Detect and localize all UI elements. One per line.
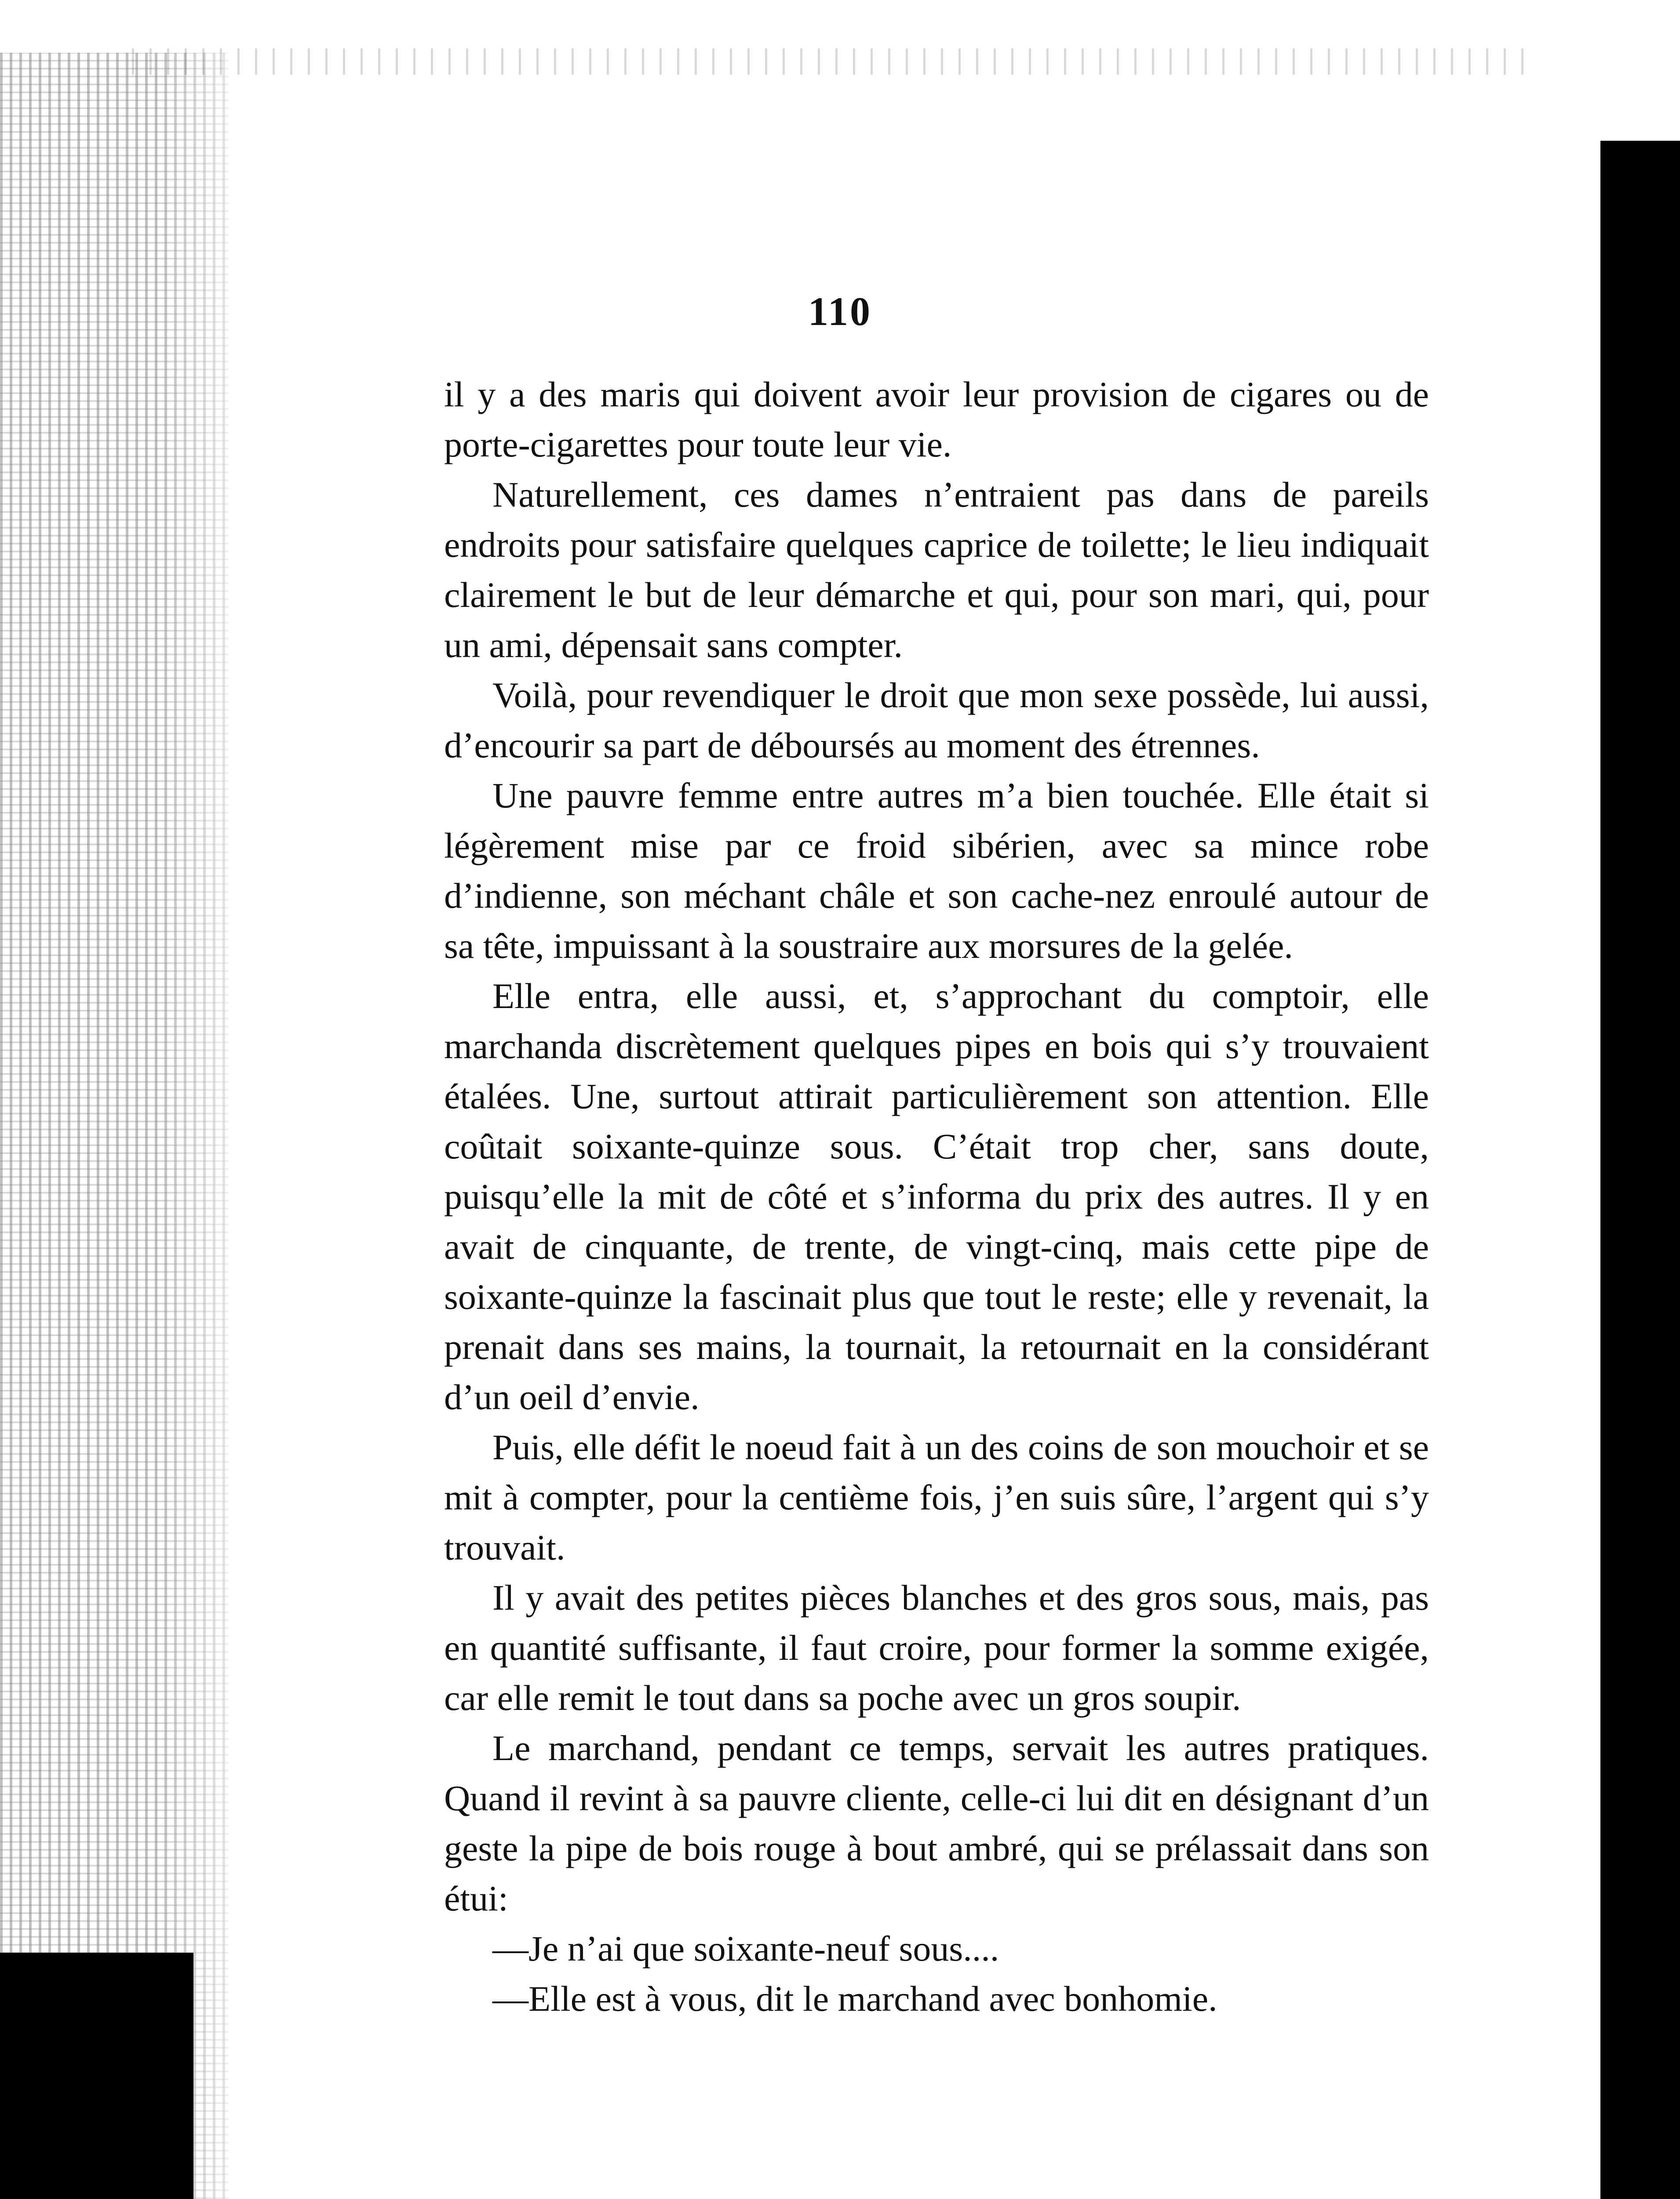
paragraph: Elle entra, elle aussi, et, s’approchant du comptoir, elle marchanda discrètement quelques pipes en bois qui s’y trouvaient étalées. Une, surtout attirait particulièrement son attention. Elle coûtait soixante-quinze sous. C’était trop cher, sans doute, puisqu’elle la mit de côté et s’informa du prix des autres. Il y en avait de cinquante, de trente, de vingt-cinq, mais cette pipe de soixante-quinze la fascinait plus que tout le reste; elle y revenait, la prenait dans ses mains, la tournait, la retournait en la considérant d’un oeil d’envie. [444, 976, 1429, 1417]
paragraph: il y a des maris qui doivent avoir leur provision de cigares ou de porte-cigarettes pour toute leur vie. [444, 374, 1429, 464]
scan-edge-right [1600, 141, 1680, 2199]
paragraph: Une pauvre femme entre autres m’a bien touchée. Elle était si légèrement mise par ce froid sibérien, avec sa mince robe d’indienne, son méchant châle et son cache-nez enroulé autour de sa tête, impuissant à la soustraire aux morsures de la gelée. [444, 775, 1429, 966]
paragraph: Naturellement, ces dames n’entraient pas dans de pareils endroits pour satisfaire quelques caprice de toilette; le lieu indiquait clairement le but de leur démarche et qui, pour son mari, qui, pour un ami, dépensait sans compter. [444, 475, 1429, 665]
dialogue-line: —Elle est à vous, dit le marchand avec bonhomie. [492, 1979, 1217, 2019]
scan-shadow-block [0, 1953, 193, 2199]
paragraph: Il y avait des petites pièces blanches et des gros sous, mais, pas en quantité suffisante, il faut croire, pour former la somme exigée, car elle remit le tout dans sa poche avec un gros soupir. [444, 1578, 1429, 1718]
page-number: 110 [808, 289, 872, 334]
paragraph: Voilà, pour revendiquer le droit que mon sexe possède, lui aussi, d’encourir sa part de déboursés au moment des étrennes. [444, 675, 1429, 765]
paragraph: Le marchand, pendant ce temps, servait les autres pratiques. Quand il revint à sa pauvre cliente, celle-ci lui dit en désignant d’un geste la pipe de bois rouge à bout ambré, qui se prélassait dans son étui: [444, 1728, 1429, 1918]
scan-edge-top [132, 48, 1539, 75]
body-text [444, 369, 1429, 2024]
dialogue-line: —Je n’ai que soixante-neuf sous.... [492, 1929, 999, 1969]
paragraph: Puis, elle défit le noeud fait à un des coins de son mouchoir et se mit à compter, pour la centième fois, j’en suis sûre, l’argent qui s’y trouvait. [444, 1427, 1429, 1567]
scan-edge-fade [158, 53, 273, 2199]
